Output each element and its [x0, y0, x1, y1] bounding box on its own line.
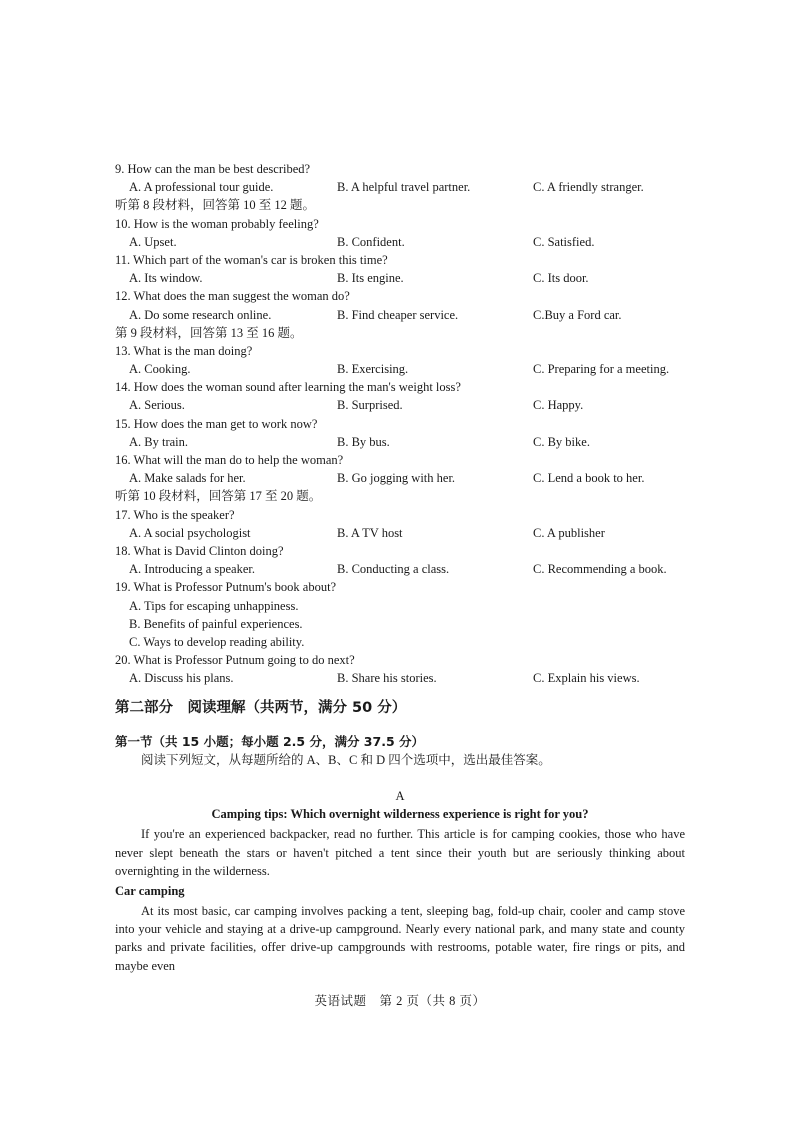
question-19-option-b: B. Benefits of painful experiences. [129, 616, 303, 631]
option-c: C. Its door. [533, 271, 589, 286]
option-c: C. A publisher [533, 525, 605, 540]
article-subheading: Car camping [115, 884, 185, 899]
option-c: C. By bike. [533, 434, 590, 449]
option-a: A. Its window. [129, 271, 203, 286]
option-a: A. Serious. [129, 398, 185, 413]
reading-instruction: 阅读下列短文，从每题所给的 A、B、C 和 D 四个选项中，选出最佳答案。 [141, 753, 551, 768]
option-a: A. Make salads for her. [129, 471, 246, 486]
question-13-stem: 13. What is the man doing? [115, 343, 253, 358]
question-9-stem: 9. How can the man be best described? [115, 162, 311, 176]
option-a: A. A social psychologist [129, 525, 251, 540]
question-15-options [115, 433, 685, 451]
option-a: A. A professional tour guide. [129, 180, 274, 195]
option-c: C. A friendly stranger. [533, 180, 644, 195]
material-10-heading: 听第 10 段材料，回答第 17 至 20 题。 [115, 489, 322, 504]
option-c: C. Preparing for a meeting. [533, 362, 670, 377]
question-20-stem: 20. What is Professor Putnum going to do next? [115, 653, 355, 668]
question-18-options [115, 560, 685, 578]
option-c: C. Explain his views. [533, 671, 640, 686]
article-paragraph-1: If you're an experienced backpacker, read no further. This article is for camping cookies, those who have never slept beneath the stars or haven't pitched a tent since their youth but are seriously thinking about overnighting in the wilderness. [115, 827, 685, 878]
question-17-stem: 17. Who is the speaker? [115, 507, 235, 522]
question-13-options [115, 360, 685, 378]
option-b: B. Go jogging with her. [337, 471, 456, 486]
option-c: C. Happy. [533, 398, 584, 413]
page-content [115, 160, 685, 975]
question-18-stem: 18. What is David Clinton doing? [115, 543, 284, 558]
option-a: A. Discuss his plans. [129, 671, 234, 686]
question-19-stem: 19. What is Professor Putnum's book about? [115, 580, 337, 595]
option-a: A. Do some research online. [129, 307, 272, 322]
question-11-options [115, 269, 685, 287]
material-9-heading: 第 9 段材料，回答第 13 至 16 题。 [115, 325, 303, 340]
question-20-options [115, 669, 685, 687]
article-title: Camping tips: Which overnight wilderness experience is right for you? [211, 807, 589, 822]
question-14-options [115, 396, 685, 414]
passage-letter: A [395, 789, 405, 804]
option-a: A. Cooking. [129, 362, 191, 377]
question-11-stem: 11. Which part of the woman's car is broken this time? [115, 252, 388, 267]
question-19-option-a: A. Tips for escaping unhappiness. [129, 598, 299, 613]
option-c: C. Lend a book to her. [533, 471, 645, 486]
question-19-option-c: C. Ways to develop reading ability. [129, 634, 305, 649]
option-a: A. Upset. [129, 234, 177, 249]
page-footer: 英语试题 第 2 页（共 8 页） [314, 994, 486, 1008]
option-b: B. Find cheaper service. [337, 307, 459, 322]
option-b: B. Surprised. [337, 398, 403, 413]
option-b: B. A TV host [337, 525, 403, 540]
question-15-stem: 15. How does the man get to work now? [115, 416, 318, 431]
option-b: B. Its engine. [337, 271, 404, 286]
question-12-options [115, 306, 685, 324]
option-c: C. Satisfied. [533, 234, 595, 249]
option-a: A. Introducing a speaker. [129, 562, 256, 577]
article-paragraph-2: At its most basic, car camping involves packing a tent, sleeping bag, fold-up chair, cooler and camp stove into your vehicle and staying at a drive-up campground. Nearly every national park, and many state and county parks and private facilities, offer drive-up campgrounds with restrooms, potable water, fire rings or pits, and maybe even [115, 904, 685, 973]
question-10-options [115, 233, 685, 251]
option-b: B. By bus. [337, 434, 390, 449]
question-12-stem: 12. What does the man suggest the woman do? [115, 289, 350, 304]
question-16-stem: 16. What will the man do to help the woman? [115, 453, 344, 467]
option-b: B. Confident. [337, 234, 405, 249]
part-two-title: 第二部分 阅读理解（共两节，满分 50 分） [115, 700, 407, 717]
option-b: B. A helpful travel partner. [337, 180, 471, 195]
section-one-title: 第一节（共 15 小题；每小题 2.5 分，满分 37.5 分） [115, 734, 424, 750]
option-b: B. Share his stories. [337, 671, 437, 686]
question-9-options [115, 178, 685, 196]
question-10-stem: 10. How is the woman probably feeling? [115, 216, 319, 231]
option-b: B. Conducting a class. [337, 562, 450, 577]
question-17-options [115, 524, 685, 542]
material-8-heading: 听第 8 段材料，回答第 10 至 12 题。 [115, 198, 316, 213]
option-c: C. Recommending a book. [533, 562, 667, 577]
question-14-stem: 14. How does the woman sound after learning the man's weight loss? [115, 380, 461, 395]
option-c: C.Buy a Ford car. [533, 307, 622, 322]
option-a: A. By train. [129, 434, 189, 449]
option-b: B. Exercising. [337, 362, 409, 377]
question-16-options [115, 469, 685, 487]
